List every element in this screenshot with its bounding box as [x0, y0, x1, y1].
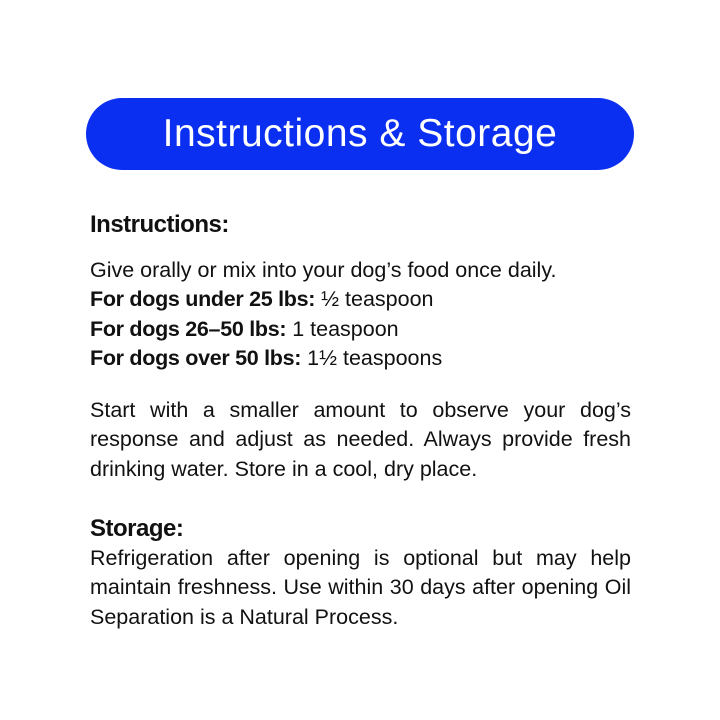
dosage-line — [90, 285, 631, 315]
dosage-label: For dogs 26–50 lbs: — [90, 316, 287, 341]
instructions-section — [90, 210, 631, 484]
dosage-line — [90, 315, 631, 345]
dosage-amount: ½ teaspoon — [321, 287, 434, 311]
dosage-label: For dogs under 25 lbs: — [90, 287, 316, 311]
instructions-intro: Give orally or mix into your dog’s food once daily. — [90, 257, 557, 282]
dosage-line — [90, 344, 631, 374]
dosage-amount: 1 teaspoon — [292, 316, 399, 341]
storage-section — [90, 514, 631, 632]
title-banner — [86, 98, 634, 170]
instructions-note: Start with a smaller amount to observe your dog’s response and adjust as needed. Always provide fresh drinking water. Store in a cool, dry place. — [90, 397, 631, 481]
page-title: Instructions & Storage — [162, 112, 558, 155]
dosage-amount: 1½ teaspoons — [307, 346, 443, 370]
storage-text: Refrigeration after opening is optional but may help maintain freshness. Use within 30 days after opening Oil Separation is a Natural Process. — [90, 545, 631, 629]
instructions-heading: Instructions: — [90, 211, 229, 238]
storage-heading: Storage: — [90, 515, 184, 542]
dosage-label: For dogs over 50 lbs: — [90, 346, 302, 370]
